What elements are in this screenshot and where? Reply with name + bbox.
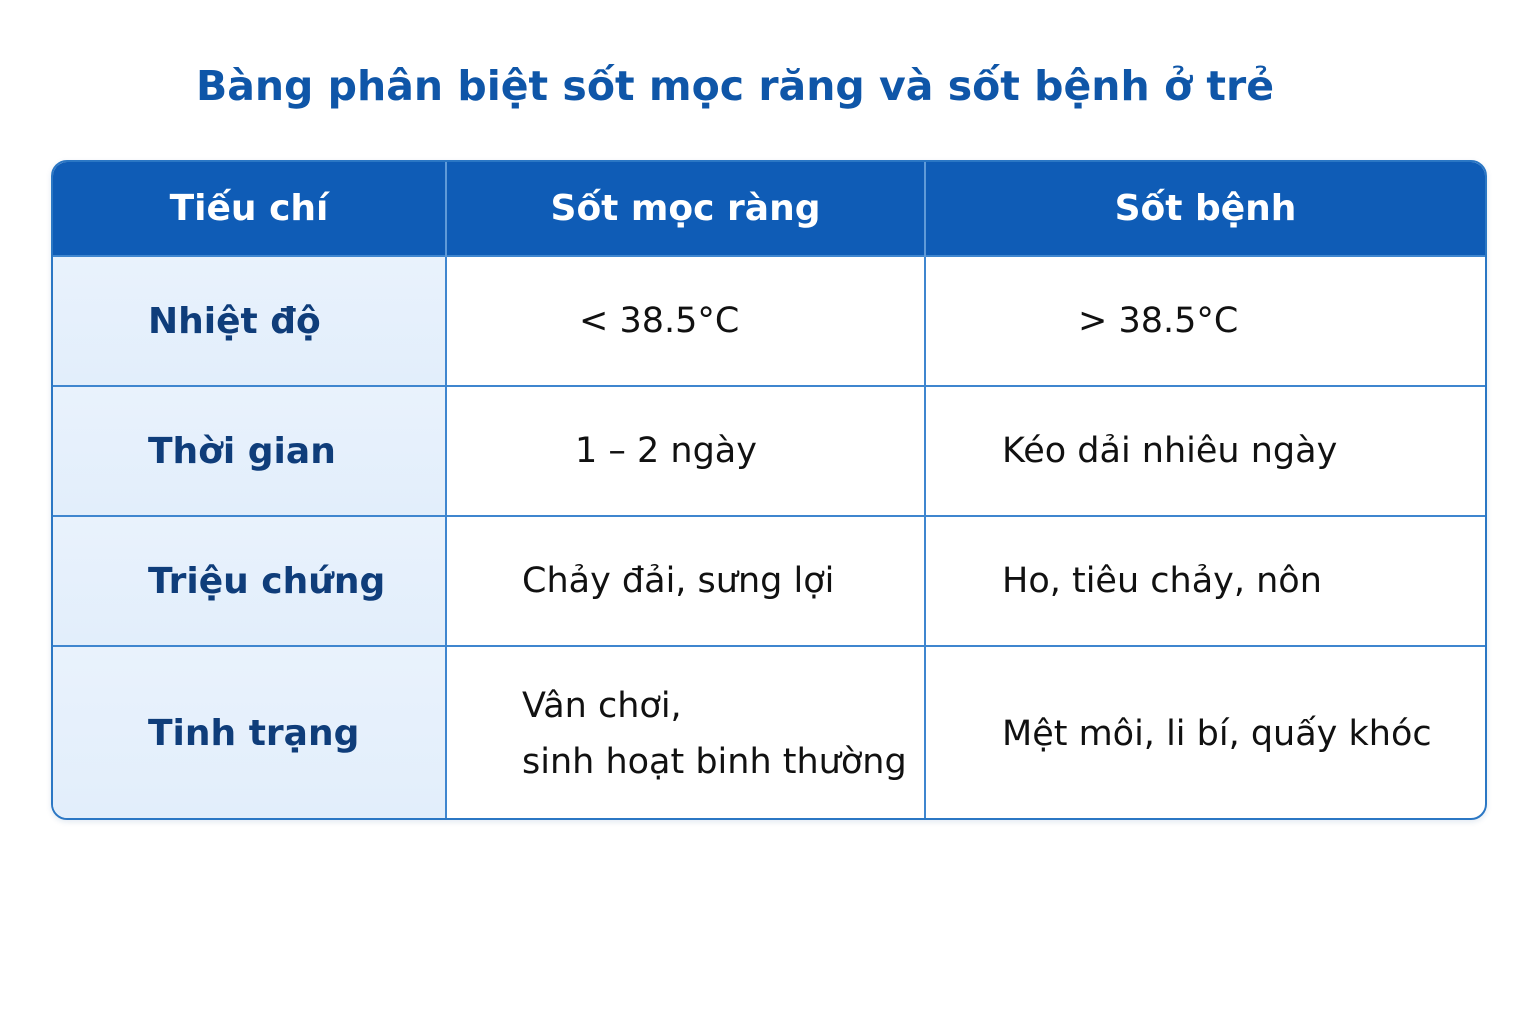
criterion-cell: Nhiệt độ [53, 256, 446, 386]
header-criteria: Tiếu chí [53, 162, 446, 256]
table-row [53, 256, 1485, 386]
page-title: Bàng phân biệt sốt mọc răng và sốt bệnh ở trẻ [195, 62, 1275, 110]
illness-cell: Ho, tiêu chảy, nôn [925, 516, 1485, 646]
criterion-cell: Thời gian [53, 386, 446, 516]
cell-text: Chảy đải, sưng lợi [522, 561, 835, 601]
illness-cell: Mệt môi, li bí, quấy khóc [925, 646, 1485, 820]
illness-cell: > 38.5°C [925, 256, 1485, 386]
teething-cell [446, 646, 925, 820]
criterion-cell: Tinh trạng [53, 646, 446, 820]
table-header-row [53, 162, 1485, 256]
cell-text: < 38.5°C [579, 301, 740, 341]
header-illness-fever: Sốt bệnh [925, 162, 1485, 256]
cell-text-line-2: sinh hoạt binh thường [522, 741, 907, 782]
criterion-cell: Triệu chứng [53, 516, 446, 646]
header-teething-fever: Sốt mọc ràng [446, 162, 925, 256]
table-row [53, 516, 1485, 646]
teething-cell [446, 386, 925, 516]
cell-text-line-1: Vân chơi, [522, 685, 682, 726]
table-row [53, 646, 1485, 820]
cell-text: 1 – 2 ngày [575, 431, 757, 471]
illness-cell: Kéo dải nhiêu ngày [925, 386, 1485, 516]
teething-cell [446, 256, 925, 386]
teething-cell [446, 516, 925, 646]
table-row [53, 386, 1485, 516]
comparison-table [53, 162, 1485, 820]
comparison-table-container [51, 160, 1487, 820]
